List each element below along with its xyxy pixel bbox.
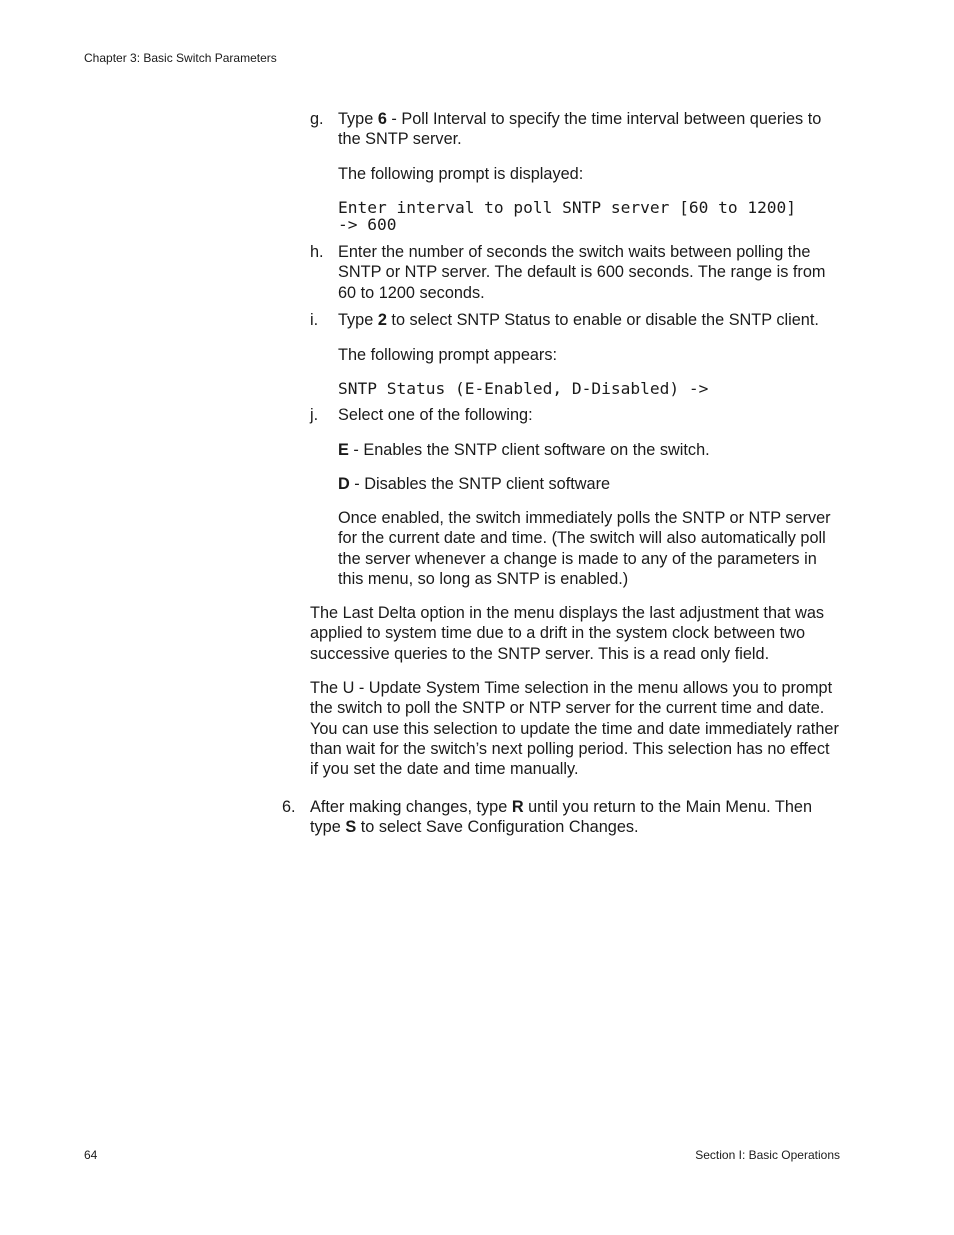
running-header: Chapter 3: Basic Switch Parameters (84, 51, 277, 65)
step-j-text: Select one of the following: (338, 406, 533, 424)
step-i-prompt-line: SNTP Status (E-Enabled, D-Disabled) -> (338, 379, 709, 398)
step-g-prompt-line-1: Enter interval to poll SNTP server [60 to 1200] (338, 198, 797, 217)
step-6-key-s: S (345, 818, 357, 837)
running-footer-section: Section I: Basic Operations (695, 1148, 840, 1162)
step-g-text: Type 6 - Poll Interval to specify the time interval between queries to the SNTP server. (338, 110, 822, 149)
step-g-prompt-line-2: -> 600 (338, 215, 397, 234)
step-g-marker: g. (310, 110, 324, 128)
step-i-marker: i. (310, 311, 319, 329)
option-d: D - Disables the SNTP client software (338, 475, 611, 493)
step-6-text: After making changes, type R until you return to the Main Menu. Then type S to select Save Configuration Changes. (310, 798, 812, 837)
step-i-prompt-intro: The following prompt appears: (338, 346, 558, 364)
step-i-key: 2 (377, 311, 387, 329)
option-e-key: E (338, 441, 349, 459)
step-6-key-r: R (511, 798, 524, 816)
step-g-key: 6 (377, 110, 387, 128)
step-j-note: Once enabled, the switch immediately polls the SNTP or NTP server for the current date and time. (The switch will also automatically poll the server whenever a change is made to any of the parameters in this menu, so long as SNTP is enabled.) (338, 509, 831, 588)
last-delta-paragraph: The Last Delta option in the menu displays the last adjustment that was applied to system time due to a drift in the system clock between two successive queries to the SNTP server. This is a read only field. (310, 604, 825, 663)
step-h-marker: h. (310, 243, 324, 261)
option-d-key: D (338, 475, 350, 493)
option-e: E - Enables the SNTP client software on the switch. (338, 441, 710, 459)
step-i-text: Type 2 to select SNTP Status to enable or disable the SNTP client. (338, 311, 819, 329)
step-h-text: Enter the number of seconds the switch waits between polling the SNTP or NTP server. The default is 600 seconds. The range is from 60 to 1200 seconds. (338, 243, 826, 302)
step-j-marker: j. (310, 406, 319, 424)
page-number: 64 (84, 1148, 98, 1162)
step-g-prompt-intro: The following prompt is displayed: (338, 165, 584, 183)
step-6-marker: 6. (282, 798, 296, 816)
update-time-paragraph: The U - Update System Time selection in the menu allows you to prompt the switch to poll the SNTP or NTP server for the current time and date. You can use this selection to update the time and date immediately rather than wait for the switch’s next polling period. This selection has no effect if you set the date and time manually. (310, 679, 839, 779)
